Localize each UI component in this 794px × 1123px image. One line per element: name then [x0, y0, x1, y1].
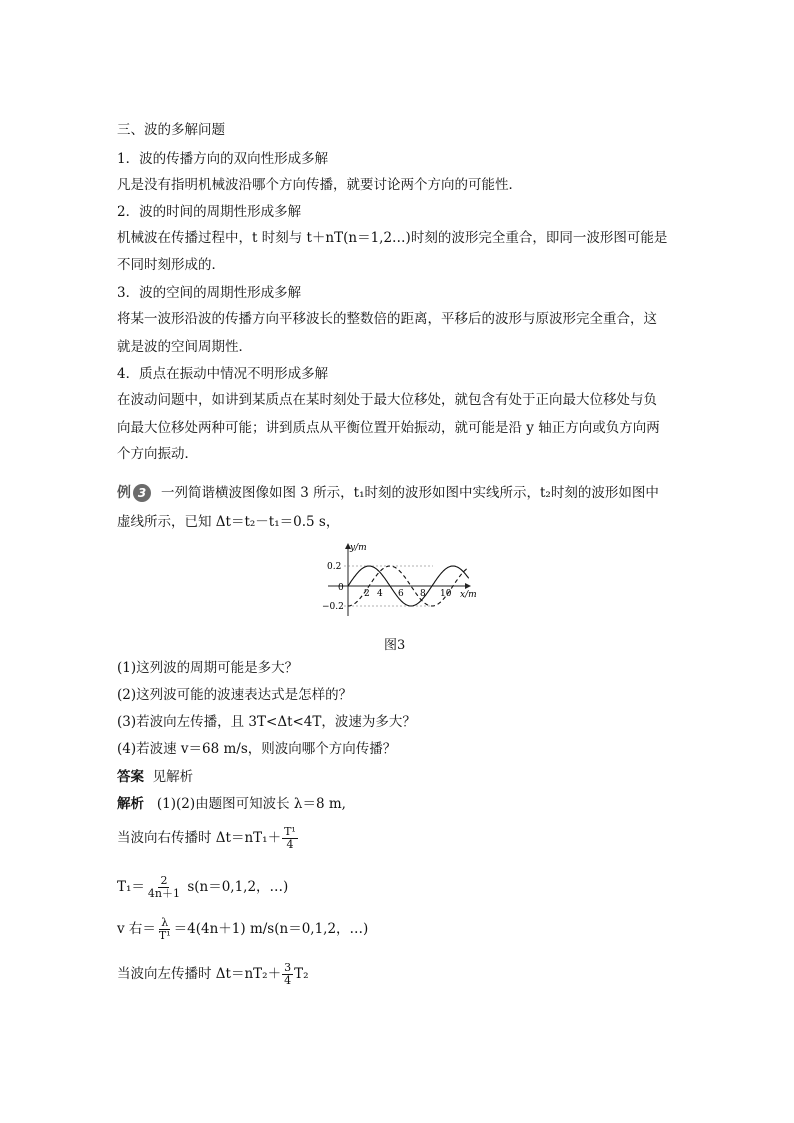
t1-suffix: s(n＝0,1,2，…): [187, 879, 289, 895]
t1-frac-num: 2: [160, 874, 168, 887]
velocity-right-line: [117, 917, 368, 942]
v-prefix: v 右＝: [117, 921, 156, 937]
left-fraction: [282, 962, 293, 987]
question-2: (2)这列波可能的波速表达式是怎样的？: [117, 687, 353, 703]
answer-text: 见解析: [152, 769, 194, 785]
x-tick-2: 2: [364, 589, 370, 599]
item-4-body-line1: 在波动问题中，如讲到某质点在某时刻处于最大位移处，就包含有处于正向最大位移处与负: [117, 392, 657, 408]
answer-label: 答案: [117, 769, 144, 785]
question-3: (3)若波向左传播，且 3T<Δt<4T，波速为多大？: [117, 714, 416, 730]
example-text-line2: 虚线所示，已知 Δt＝t₂－t₁＝0.5 s，: [117, 514, 340, 530]
left-frac-den: 4: [284, 974, 292, 987]
y-tick-0.2: 0.2: [327, 562, 342, 572]
right-propagation-line: [117, 826, 299, 851]
answer-line: [117, 768, 193, 786]
item-4-body-line3: 个方向振动．: [117, 446, 198, 462]
item-2-heading: 2．波的时间的周期性形成多解: [117, 204, 302, 220]
left-frac-num: 3: [284, 961, 292, 974]
v-frac-den: T¹: [158, 929, 171, 942]
analysis-first: (1)(2)由题图可知波长 λ＝8 m,: [156, 796, 346, 812]
right-fraction: [282, 826, 298, 851]
analysis-line: [117, 795, 346, 813]
item-3-body-line1: 将某一波形沿波的传播方向平移波长的整数倍的距离，平移后的波形与原波形完全重合，这: [117, 311, 657, 327]
v-frac-num: λ: [161, 916, 169, 929]
item-2-body-line2: 不同时刻形成的．: [117, 257, 225, 273]
wave-figure: [318, 540, 478, 620]
item-3-heading: 3．波的空间的周期性形成多解: [117, 285, 302, 301]
y-tick-neg-0.2: −0.2: [322, 602, 344, 612]
x-axis-label: x/m: [460, 590, 477, 600]
x-tick-8: 8: [420, 589, 426, 599]
item-1-heading: 1．波的传播方向的双向性形成多解: [117, 151, 329, 167]
right-frac-den: 4: [286, 838, 294, 851]
left-propagation-line: [117, 962, 309, 987]
question-4: (4)若波速 v＝68 m/s，则波向哪个方向传播？: [117, 741, 397, 757]
analysis-label: 解析: [117, 796, 144, 812]
t1-fraction: [146, 875, 182, 900]
item-2-body-line1: 机械波在传播过程中，t 时刻与 t＋nT(n＝1,2…)时刻的波形完全重合，即同一波形图可能是: [117, 230, 668, 246]
y-tick-0: 0: [338, 583, 344, 593]
x-tick-10: 10: [440, 589, 452, 599]
example-intro-line1: [117, 484, 659, 502]
right-prefix: 当波向右传播时 Δt＝nT₁＋: [117, 830, 282, 846]
example-label: 例: [117, 485, 131, 501]
example-number: 3: [133, 484, 151, 502]
x-tick-6: 6: [398, 589, 404, 599]
t1-line: [117, 875, 288, 900]
left-prefix: 当波向左传播时 Δt＝nT₂＋: [117, 966, 282, 982]
v-suffix: ＝4(4n＋1) m/s(n＝0,1,2，…): [173, 921, 369, 937]
item-1-body: 凡是没有指明机械波沿哪个方向传播，就要讨论两个方向的可能性．: [117, 177, 522, 193]
item-4-body-line2: 向最大位移处两种可能；讲到质点从平衡位置开始振动，就可能是沿 y 轴正方向或负方向两: [117, 420, 660, 436]
section-title: 三、波的多解问题: [117, 122, 225, 138]
t1-prefix: T₁＝: [117, 879, 145, 895]
example-text-line1: 一列简谐横波图像如图 3 所示，t₁时刻的波形如图中实线所示，t₂时刻的波形如图中: [161, 485, 659, 501]
item-4-heading: 4．质点在振动中情况不明形成多解: [117, 366, 329, 382]
v-fraction: [157, 917, 173, 942]
item-3-body-line2: 就是波的空间周期性．: [117, 339, 252, 355]
example-badge: [117, 484, 161, 502]
left-suffix: T₂: [294, 966, 309, 982]
x-tick-4: 4: [377, 589, 383, 599]
t1-frac-den: 4n＋1: [147, 887, 181, 900]
right-frac-num: T¹: [284, 825, 296, 838]
question-1: (1)这列波的周期可能是多大？: [117, 660, 299, 676]
figure-caption: 图3: [384, 638, 406, 653]
y-axis-label: y/m: [350, 543, 367, 553]
